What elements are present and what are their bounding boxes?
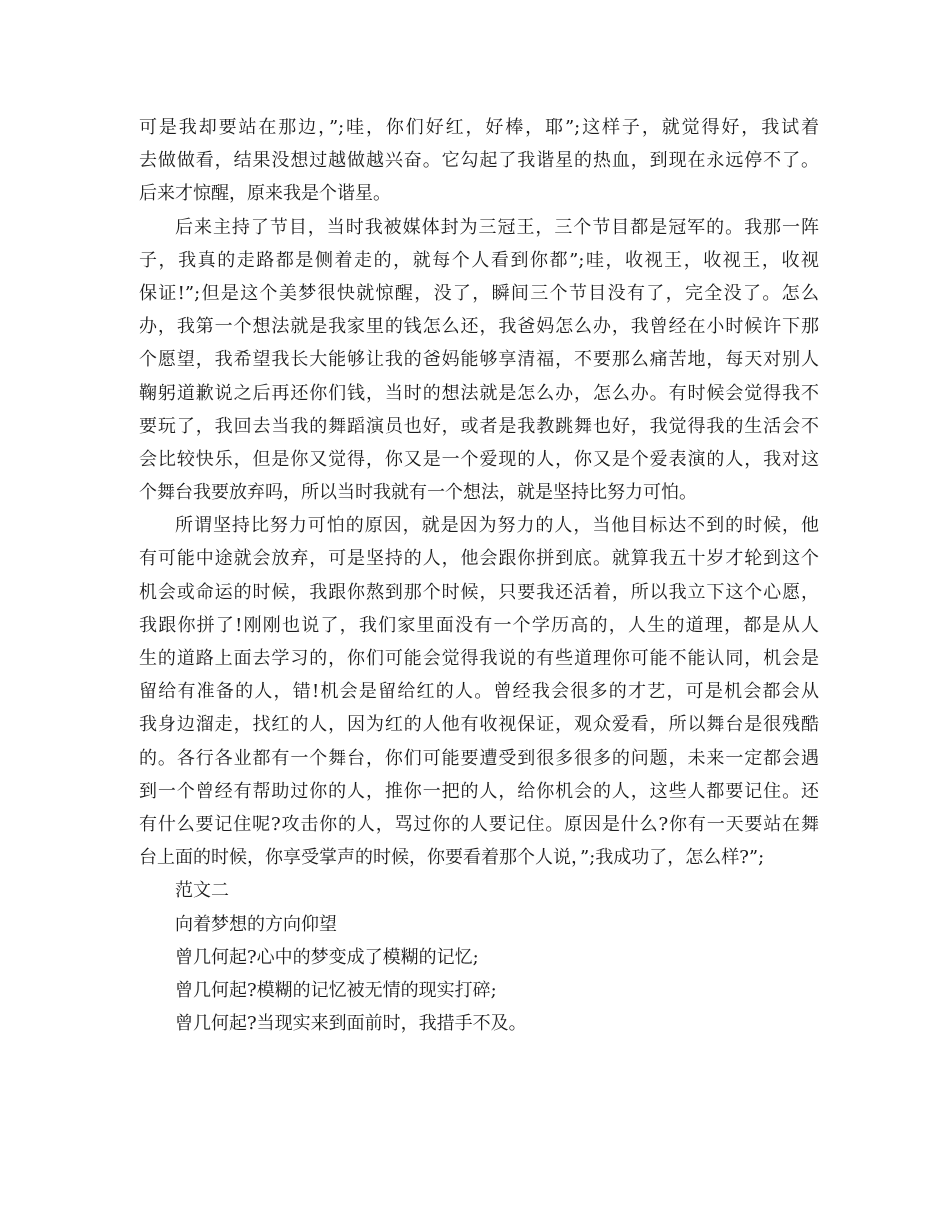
verse-line: 曾几何起?心中的梦变成了模糊的记忆; (175, 946, 479, 968)
text-line: 到一个曾经有帮助过你的人，推你一把的人，给你机会的人，这些人都要记住。还 (139, 780, 819, 802)
text-line: 有什么要记住呢?攻击你的人，骂过你的人要记住。原因是什么?你有一天要站在舞 (139, 813, 819, 835)
verse-line: 曾几何起?模糊的记忆被无情的现实打碎; (175, 979, 497, 1001)
section-label: 范文二 (175, 880, 229, 902)
text-line: 我跟你拼了!刚刚也说了，我们家里面没有一个学历高的，人生的道理，都是从人 (139, 614, 819, 636)
text-line: 保证!”;但是这个美梦很快就惊醒，没了，瞬间三个节目没有了，完全没了。怎么 (139, 282, 819, 304)
verse-line: 曾几何起?当现实来到面前时，我措手不及。 (175, 1013, 527, 1035)
text-line: 后来才惊醒，原来我是个谐星。 (139, 183, 391, 205)
text-line: 有可能中途就会放弃，可是坚持的人，他会跟你拼到底。就算我五十岁才轮到这个 (139, 548, 819, 570)
text-line: 个愿望，我希望我长大能够让我的爸妈能够享清福，不要那么痛苦地，每天对别人 (139, 349, 819, 371)
text-line: 留给有准备的人，错!机会是留给红的人。曾经我会很多的才艺，可是机会都会从 (139, 681, 819, 703)
text-line: 个舞台我要放弃吗，所以当时我就有一个想法，就是坚持比努力可怕。 (139, 482, 697, 504)
text-line: 去做做看，结果没想过越做越兴奋。它勾起了我谐星的热血，到现在永远停不了。 (139, 150, 819, 172)
essay-title: 向着梦想的方向仰望 (175, 913, 337, 935)
text-line: 的。各行各业都有一个舞台，你们可能要遭受到很多很多的问题，未来一定都会遇 (139, 747, 819, 769)
document-body (139, 111, 819, 1040)
text-line: 会比较快乐，但是你又觉得，你又是一个爱现的人，你又是个爱表演的人，我对这 (139, 448, 819, 470)
text-line: 我身边溜走，找红的人，因为红的人他有收视保证，观众爱看，所以舞台是很残酷 (139, 714, 819, 736)
text-line: 台上面的时候，你享受掌声的时候，你要看着那个人说，”;我成功了，怎么样?”; (139, 847, 765, 869)
text-line: 所谓坚持比努力可怕的原因，就是因为努力的人，当他目标达不到的时候，他 (175, 515, 819, 537)
text-line: 办，我第一个想法就是我家里的钱怎么还，我爸妈怎么办，我曾经在小时候许下那 (139, 316, 819, 338)
text-line: 可是我却要站在那边，”;哇，你们好红，好棒，耶”;这样子，就觉得好，我试着 (139, 117, 819, 138)
text-line: 要玩了，我回去当我的舞蹈演员也好，或者是我教跳舞也好，我觉得我的生活会不 (139, 415, 819, 437)
text-line: 鞠躬道歉说之后再还你们钱，当时的想法就是怎么办，怎么办。有时候会觉得我不 (139, 382, 819, 404)
text-line: 后来主持了节目，当时我被媒体封为三冠王，三个节目都是冠军的。我那一阵 (175, 216, 819, 238)
paragraph-3 (139, 509, 819, 874)
text-line: 子，我真的走路都是侧着走的，就每个人看到你都”;哇，收视王，收视王，收视 (139, 249, 819, 271)
verse-block (139, 941, 819, 1041)
text-line: 生的道路上面去学习的，你们可能会觉得我说的有些道理你可能不能认同，机会是 (139, 648, 819, 669)
paragraph-1 (139, 111, 819, 211)
paragraph-2 (139, 211, 819, 510)
text-line: 机会或命运的时候，我跟你熬到那个时候，只要我还活着，所以我立下这个心愿， (139, 581, 819, 603)
